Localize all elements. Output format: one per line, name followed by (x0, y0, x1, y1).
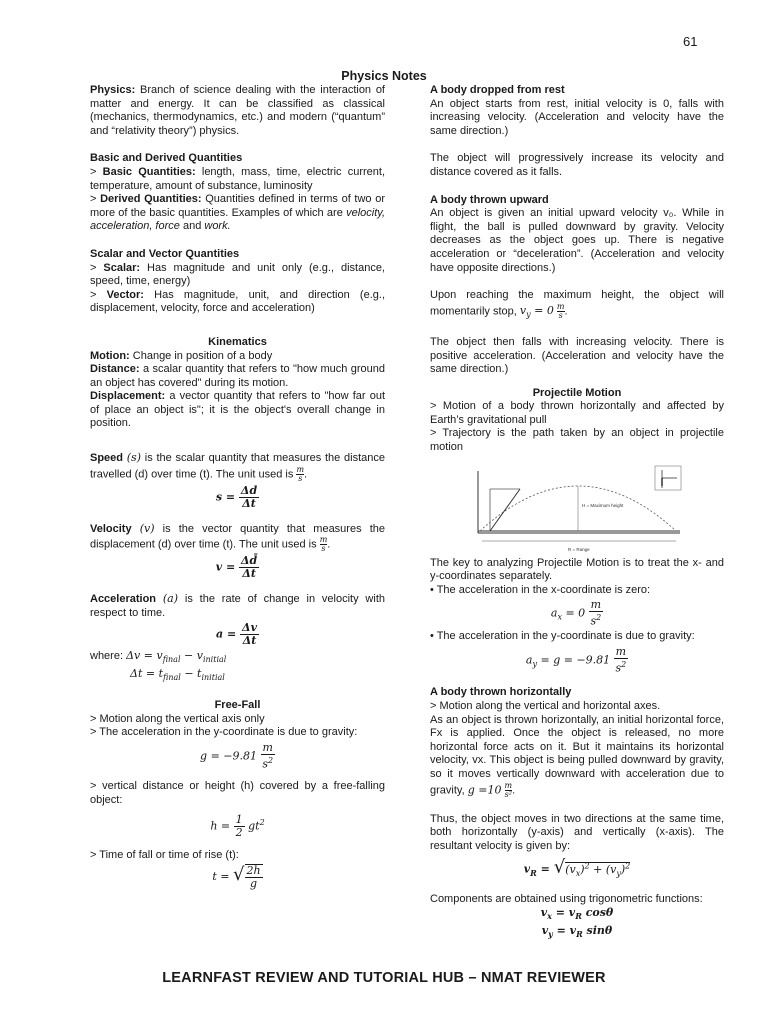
height-formula: h = $\frac{1}{2}$ $gt^2$ (210, 812, 265, 839)
ay-text: • The acceleration in the y-coordinate is due to gravity: (430, 630, 695, 643)
free-fall-item-1: > Motion along the vertical axis only (90, 712, 265, 725)
free-fall-item-3: > vertical distance or height (h) covered by a free-falling object: (90, 780, 385, 807)
where-delta-v: where: $\Delta v = v_{final} - v_{initial}$ (90, 649, 227, 665)
speed-formula: s = $\frac{\Delta d}{\Delta t}$ (215, 483, 258, 510)
thrown-up-text: An object is given an initial upward velocity v₀. While in flight, the ball is pulled downward by gravity. Velocity decreases as the object goes up. There is negative acceleration or “deceleration”. (Acceleration and velocity have opposite directions.) (430, 207, 724, 274)
diagram-range-label: R = Range (568, 546, 590, 552)
drop-text: An object starts from rest, initial velocity is 0, falls with increasing velocity. (Acceleration and velocity have the same direction.) (430, 97, 724, 137)
left-column (90, 84, 385, 892)
free-fall-heading: Free-Fall (214, 699, 261, 711)
horizontal-item-3: Thus, the object moves in two directions at the same time, both horizontally (y-axis) and vertically (x-axis). The resultant velocity is given by: (430, 812, 724, 852)
scalar-vector-heading: Scalar and Vector Quantities (90, 247, 240, 260)
thrown-up-text-2: Upon reaching the maximum height, the object will momentarily stop, $v_y = 0$ $\frac{m}{s}$ . (430, 289, 724, 320)
horizontal-heading: A body thrown horizontally (430, 686, 572, 699)
drop-text-2: The object will progressively increase its velocity and distance covered as it falls. (430, 152, 724, 178)
acceleration-definition: Acceleration (a) is the rate of change in velocity with respect to time. (90, 592, 385, 619)
drop-heading: A body dropped from rest (430, 84, 565, 96)
motion-definition: Motion: Change in position of a body (90, 349, 273, 362)
ay-formula: $a_y = g = -9.81$ $\frac{m}{s^2}$ (525, 644, 627, 675)
acceleration-formula: a = $\frac{\Delta v}{\Delta t}$ (216, 621, 257, 648)
vector-definition: > Vector: Has magnitude, unit, and direction (e.g., displacement, velocity, force and acceleration) (90, 288, 385, 315)
projectile-heading: Projectile Motion (532, 386, 622, 399)
kinematics-heading: Kinematics (208, 335, 267, 348)
vx-formula: $v_x = v_R$ cosθ (540, 906, 614, 922)
where-delta-t: $\Delta t = t_{final} - t_{initial}$ (130, 667, 225, 683)
velocity-formula: v = $\frac{\Delta d̄}{\Delta t}$ (215, 554, 258, 581)
horizontal-item-2: As an object is thrown horizontally, an initial horizontal force, Fx is applied. Once the object is released, no more horizontal force acts on it. But it maintains its horizontal velocity, vx. This object is being pulled downward by gravity, so it moves vertically downward with acceleration due to gravity, g =10 $\frac{m}{\text{s²}}$ . (430, 713, 724, 799)
free-fall-item-2: > The acceleration in the y-coordinate is due to gravity: (90, 726, 358, 739)
page-number: 61 (683, 34, 698, 49)
ax-text: • The acceleration in the x-coordinate is zero: (430, 583, 651, 596)
scalar-definition: > Scalar: Has magnitude and unit only (e.g., distance, speed, time, energy) (90, 261, 385, 288)
thrown-up-text-3: The object then falls with increasing velocity. There is positive acceleration. (Acceleration and velocity have the same direction.) (430, 335, 724, 376)
velocity-definition: Velocity (v) is the vector quantity that measures the displacement (d) over time (t). The unit used is $\frac{m}{s}$ . (90, 521, 385, 554)
resultant-velocity-formula: $v_R = √(v_x)^2 + (v_y)^2$ (523, 856, 631, 879)
components-text: Components are obtained using trigonometric functions: (430, 892, 703, 905)
physics-definition: Physics: Branch of science dealing with the interaction of matter and energy. It can be classified as classical (mechanics, thermodynamics, etc.) and modern (“quantum” and “relativity theory”) physics. (90, 84, 385, 137)
thrown-up-heading: A body thrown upward (430, 193, 549, 206)
projectile-item-1: > Motion of a body thrown horizontally and affected by Earth’s gravitational pull (430, 400, 724, 426)
free-fall-item-4: > Time of fall or time of rise (t): (90, 848, 239, 861)
vy-formula: $v_y = v_R$ sinθ (541, 924, 613, 940)
ax-formula: $a_x = 0$ $\frac{m}{s^2}$ (550, 598, 602, 629)
projectile-diagram (430, 461, 724, 553)
key-text: The key to analyzing Projectile Motion is to treat the x- and y-coordinates separately. (430, 556, 724, 583)
basic-quantities: > Basic Quantities: length, mass, time, electric current, temperature, amount of substance, luminosity (90, 165, 386, 192)
basic-derived-heading: Basic and Derived Quantities (90, 152, 243, 165)
projectile-item-2: > Trajectory is the path taken by an object in projectile motion (430, 427, 724, 454)
page-footer: LEARNFAST REVIEW AND TUTORIAL HUB – NMAT REVIEWER (162, 970, 606, 986)
diagram-max-height-label: H = Maximum height (582, 502, 624, 508)
horizontal-item-1: > Motion along the vertical and horizontal axes. (430, 699, 661, 712)
derived-quantities: > Derived Quantities: Quantities defined in terms of two or more of the basic quantities. Examples of which are velocity, acceleration, force and work. (90, 193, 386, 233)
right-column (430, 84, 724, 942)
time-formula: t = √ $\frac{2h}{g}$ (212, 864, 261, 891)
page-title: Physics Notes (341, 69, 427, 83)
speed-definition: Speed (s) is the scalar quantity that measures the distance travelled (d) over time (t). The unit used is $\frac{m}{s}$ . (90, 451, 385, 483)
distance-definition: Distance: a scalar quantity that refers to "how much ground an object has covered" during its motion. (90, 363, 385, 389)
gravity-formula: g = −9.81 $\frac{m}{s^2}$ (200, 740, 274, 771)
displacement-definition: Displacement: a vector quantity that refers to "how far out of place an object is"; it is the object's overall change in position. (90, 390, 385, 430)
